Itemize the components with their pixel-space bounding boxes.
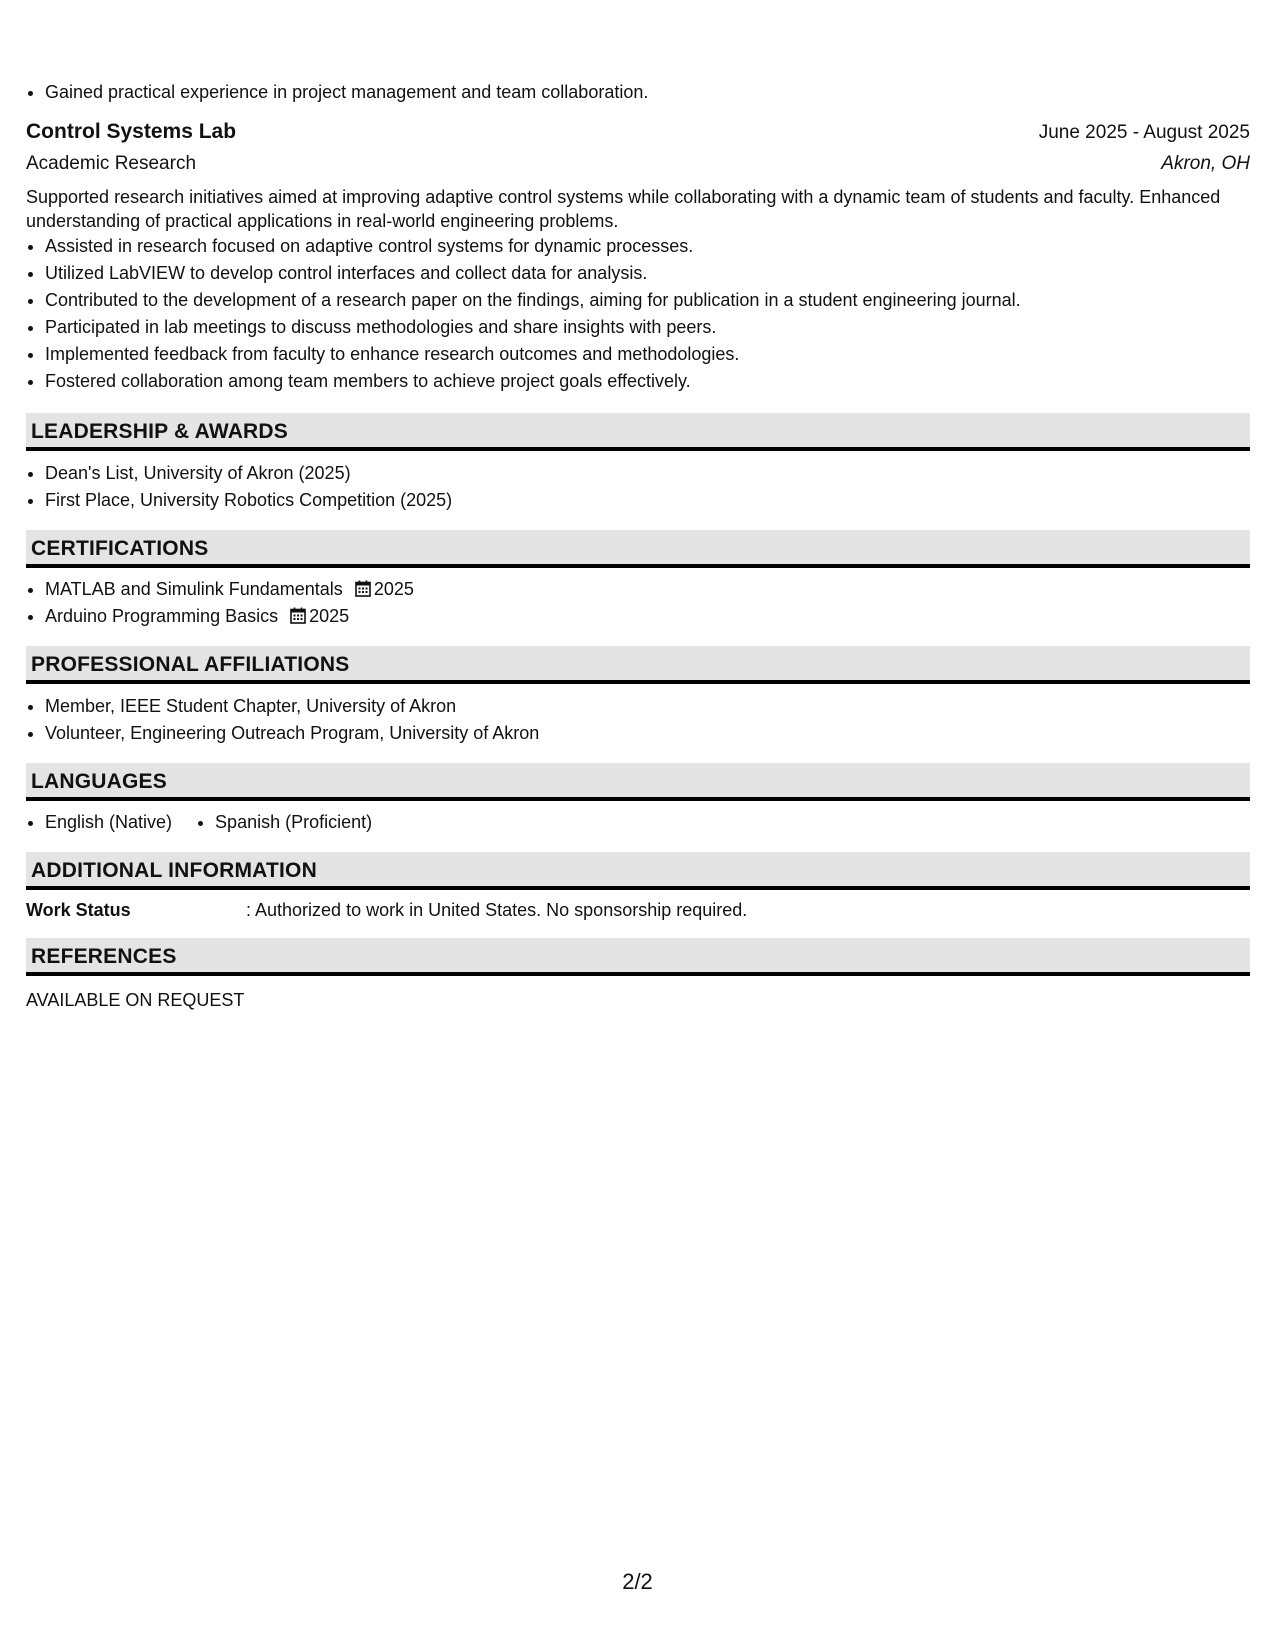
list-item: • Gained practical experience in project management and team collaboration. [45,79,1269,106]
list-item [45,576,1250,603]
leadership-list [26,460,1250,514]
work-status-row [26,898,1250,922]
job-dates: June 2025 - August 2025 [1038,122,1250,143]
job-entry [26,117,1250,395]
languages-heading [26,763,1250,801]
affiliations-heading [26,646,1250,684]
languages-list [26,809,1250,836]
job-location: Akron, OH [1161,153,1250,174]
section-title: LEADERSHIP & AWARDS [31,420,288,443]
certifications-heading [26,530,1250,568]
list-item: • Utilized LabVIEW to develop control interfaces and collect data for analysis. [45,260,1250,287]
section-title: CERTIFICATIONS [31,537,209,560]
job-organization: Academic Research [26,153,197,174]
section-title: REFERENCES [31,945,177,968]
list-item [45,603,1250,630]
language-item: • Spanish (Proficient) [215,809,372,836]
list-item: • Contributed to the development of a research paper on the findings, aiming for publication in a student engineering journal. [45,287,1250,314]
language-item: • English (Native) [45,809,172,836]
section-title: ADDITIONAL INFORMATION [31,859,317,882]
certification-year: 2025 [373,579,414,599]
list-item: • Implemented feedback from faculty to enhance research outcomes and methodologies. [45,341,1250,368]
references-text: AVAILABLE ON REQUEST [26,990,245,1010]
list-item: • Assisted in research focused on adaptive control systems for dynamic processes. [45,233,1250,260]
list-item: • Fostered collaboration among team members to achieve project goals effectively. [45,368,1250,395]
work-status-label: Work Status [26,900,131,920]
work-status-value: : Authorized to work in United States. No sponsorship required. [246,900,748,920]
page-number: 2/2 [622,1569,653,1594]
certifications-list [26,576,1250,630]
calendar-icon [290,607,306,624]
list-item: • Dean's List, University of Akron (2025) [45,460,1250,487]
additional-info-heading [26,852,1250,890]
list-item: • Member, IEEE Student Chapter, University of Akron [45,693,1250,720]
previous-job-bullets [26,79,1269,106]
job-description: Supported research initiatives aimed at improving adaptive control systems while collaborating with a dynamic team of students and faculty. Enhanced understanding of practical applications in real-world engineering problems. [26,187,1221,231]
calendar-icon [355,580,371,597]
certification-year: 2025 [309,606,350,626]
affiliations-list [26,693,1250,747]
job-title: Control Systems Lab [26,120,237,143]
list-item: • Participated in lab meetings to discuss methodologies and share insights with peers. [45,314,1250,341]
certification-name: Arduino Programming Basics [45,606,279,626]
job-bullets [26,233,1250,395]
leadership-heading [26,413,1250,451]
list-item: • First Place, University Robotics Competition (2025) [45,487,1250,514]
certification-name: MATLAB and Simulink Fundamentals [45,579,343,599]
references-heading [26,938,1250,976]
list-item: • Volunteer, Engineering Outreach Program, University of Akron [45,720,1250,747]
section-title: PROFESSIONAL AFFILIATIONS [31,653,350,676]
section-title: LANGUAGES [31,770,167,793]
